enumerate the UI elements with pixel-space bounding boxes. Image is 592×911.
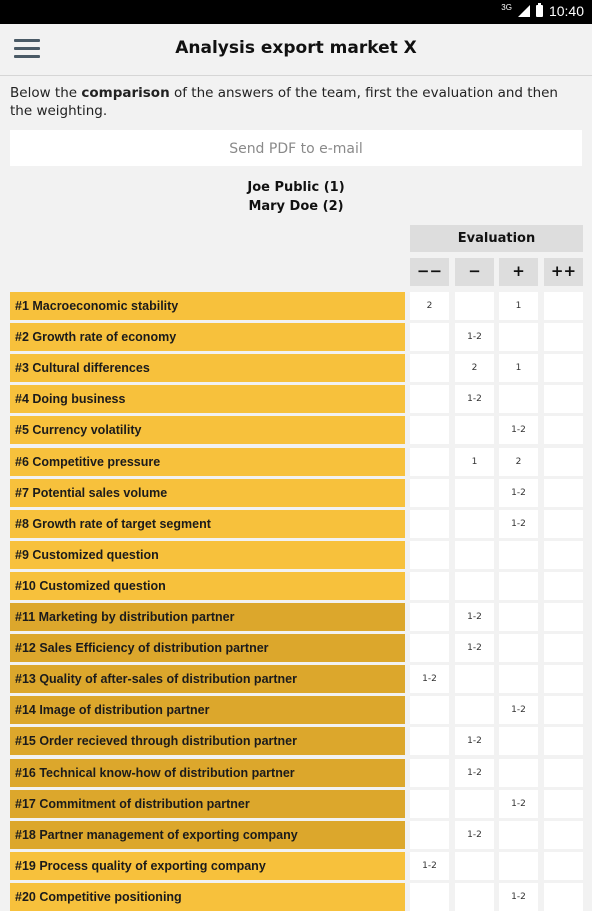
member-name: Joe Public (1) <box>247 180 345 195</box>
evaluation-cell <box>410 385 449 413</box>
status-bar <box>0 0 592 24</box>
table-row <box>0 323 592 351</box>
table-row <box>0 727 592 755</box>
signal-icon <box>518 5 530 17</box>
evaluation-cell <box>544 727 583 755</box>
evaluation-cell: 2 <box>499 448 538 476</box>
evaluation-cell <box>410 354 449 382</box>
evaluation-cell <box>544 385 583 413</box>
evaluation-cell <box>544 759 583 787</box>
question-label[interactable]: #2 Growth rate of economy <box>10 323 405 351</box>
network-type: 3G <box>501 2 512 12</box>
evaluation-cell: 1-2 <box>455 759 494 787</box>
evaluation-cell: 1-2 <box>455 821 494 849</box>
evaluation-cell <box>410 696 449 724</box>
table-row <box>0 416 592 444</box>
app-bar <box>0 24 592 76</box>
evaluation-cell <box>410 790 449 818</box>
evaluation-cell <box>410 510 449 538</box>
table-row <box>0 541 592 569</box>
evaluation-cell <box>544 634 583 662</box>
evaluation-cell <box>499 385 538 413</box>
evaluation-cell <box>410 821 449 849</box>
evaluation-cell <box>410 759 449 787</box>
evaluation-cell <box>499 727 538 755</box>
column-header-very-negative: −− <box>410 258 449 286</box>
send-pdf-button[interactable]: Send PDF to e-mail <box>10 130 582 166</box>
evaluation-cell <box>544 416 583 444</box>
question-label[interactable]: #4 Doing business <box>10 385 405 413</box>
table-row <box>0 634 592 662</box>
evaluation-cell <box>455 665 494 693</box>
evaluation-cell: 2 <box>410 292 449 320</box>
question-label[interactable]: #18 Partner management of exporting company <box>10 821 405 849</box>
question-label[interactable]: #15 Order recieved through distribution partner <box>10 727 405 755</box>
evaluation-cell <box>410 448 449 476</box>
evaluation-cell: 1-2 <box>499 883 538 911</box>
column-header-positive: + <box>499 258 538 286</box>
evaluation-cell <box>410 416 449 444</box>
page-title: Analysis export market X <box>175 38 417 58</box>
evaluation-cell <box>410 572 449 600</box>
evaluation-cell <box>455 696 494 724</box>
table-row <box>0 385 592 413</box>
intro-text <box>10 84 580 120</box>
evaluation-cell <box>499 634 538 662</box>
evaluation-cell <box>544 821 583 849</box>
evaluation-cell: 1-2 <box>410 852 449 880</box>
question-label[interactable]: #12 Sales Efficiency of distribution partner <box>10 634 405 662</box>
evaluation-cell: 1-2 <box>499 416 538 444</box>
evaluation-cell <box>455 883 494 911</box>
evaluation-cell <box>544 603 583 631</box>
evaluation-cell <box>544 323 583 351</box>
table-row <box>0 572 592 600</box>
question-label[interactable]: #8 Growth rate of target segment <box>10 510 405 538</box>
evaluation-cell <box>455 572 494 600</box>
table-row <box>0 510 592 538</box>
evaluation-cell <box>455 479 494 507</box>
table-row <box>0 354 592 382</box>
evaluation-cell <box>544 479 583 507</box>
question-label[interactable]: #14 Image of distribution partner <box>10 696 405 724</box>
evaluation-cell <box>544 883 583 911</box>
table-row <box>0 821 592 849</box>
table-row <box>0 665 592 693</box>
battery-icon <box>536 5 543 17</box>
table-row <box>0 603 592 631</box>
evaluation-header: Evaluation <box>410 225 583 252</box>
question-label[interactable]: #11 Marketing by distribution partner <box>10 603 405 631</box>
clock: 10:40 <box>548 3 584 19</box>
team-members <box>0 178 592 216</box>
evaluation-cell: 1 <box>455 448 494 476</box>
table-row <box>0 759 592 787</box>
evaluation-cell <box>499 541 538 569</box>
table-row <box>0 479 592 507</box>
column-header-negative: − <box>455 258 494 286</box>
table-row <box>0 883 592 911</box>
evaluation-cell <box>410 603 449 631</box>
evaluation-cell <box>455 852 494 880</box>
question-label[interactable]: #5 Currency volatility <box>10 416 405 444</box>
evaluation-cell <box>455 541 494 569</box>
evaluation-cell <box>544 696 583 724</box>
evaluation-cell <box>499 603 538 631</box>
evaluation-cell: 1-2 <box>499 479 538 507</box>
intro-text-part1: Below the <box>10 85 82 101</box>
evaluation-cell <box>410 541 449 569</box>
evaluation-cell: 2 <box>455 354 494 382</box>
evaluation-cell: 1-2 <box>499 790 538 818</box>
evaluation-cell <box>544 510 583 538</box>
evaluation-cell: 1 <box>499 292 538 320</box>
evaluation-cell <box>455 790 494 818</box>
evaluation-cell <box>499 665 538 693</box>
evaluation-cell <box>544 292 583 320</box>
question-label[interactable]: #3 Cultural differences <box>10 354 405 382</box>
table-row <box>0 448 592 476</box>
evaluation-cell: 1-2 <box>455 634 494 662</box>
evaluation-cell <box>455 292 494 320</box>
evaluation-cell: 1 <box>499 354 538 382</box>
question-label[interactable]: #7 Potential sales volume <box>10 479 405 507</box>
evaluation-cell <box>410 479 449 507</box>
evaluation-cell <box>455 510 494 538</box>
column-header-very-positive: ++ <box>544 258 583 286</box>
intro-text-emphasis: comparison <box>81 85 170 101</box>
evaluation-cell: 1-2 <box>410 665 449 693</box>
question-label[interactable]: #16 Technical know-how of distribution partner <box>10 759 405 787</box>
question-label[interactable]: #6 Competitive pressure <box>10 448 405 476</box>
evaluation-cell <box>499 759 538 787</box>
evaluation-cell <box>410 323 449 351</box>
evaluation-cell: 1-2 <box>455 385 494 413</box>
member-name: Mary Doe (2) <box>248 199 344 214</box>
evaluation-cell <box>499 323 538 351</box>
evaluation-cell <box>499 572 538 600</box>
evaluation-cell <box>544 852 583 880</box>
evaluation-cell <box>544 665 583 693</box>
evaluation-cell: 1-2 <box>499 696 538 724</box>
table-row <box>0 852 592 880</box>
table-row <box>0 292 592 320</box>
evaluation-cell: 1-2 <box>455 323 494 351</box>
evaluation-cell: 1-2 <box>499 510 538 538</box>
evaluation-cell <box>544 448 583 476</box>
evaluation-cell <box>544 541 583 569</box>
question-label[interactable]: #9 Customized question <box>10 541 405 569</box>
question-label[interactable]: #10 Customized question <box>10 572 405 600</box>
status-icons <box>501 3 584 19</box>
question-label[interactable]: #19 Process quality of exporting company <box>10 852 405 880</box>
evaluation-cell <box>455 416 494 444</box>
evaluation-cell: 1-2 <box>455 603 494 631</box>
evaluation-cell <box>499 821 538 849</box>
intro-text-part2: of the answers of the team, first the evaluation and then the weighting. <box>10 85 558 119</box>
question-label[interactable]: #1 Macroeconomic stability <box>10 292 405 320</box>
evaluation-cell <box>410 634 449 662</box>
question-label[interactable]: #13 Quality of after-sales of distribution partner <box>10 665 405 693</box>
table-row <box>0 696 592 724</box>
evaluation-cell <box>544 790 583 818</box>
question-label[interactable]: #17 Commitment of distribution partner <box>10 790 405 818</box>
question-label[interactable]: #20 Competitive positioning <box>10 883 405 911</box>
table-row <box>0 790 592 818</box>
evaluation-cell: 1-2 <box>455 727 494 755</box>
evaluation-cell <box>410 727 449 755</box>
evaluation-cell <box>544 354 583 382</box>
evaluation-cell <box>499 852 538 880</box>
evaluation-cell <box>544 572 583 600</box>
evaluation-cell <box>410 883 449 911</box>
